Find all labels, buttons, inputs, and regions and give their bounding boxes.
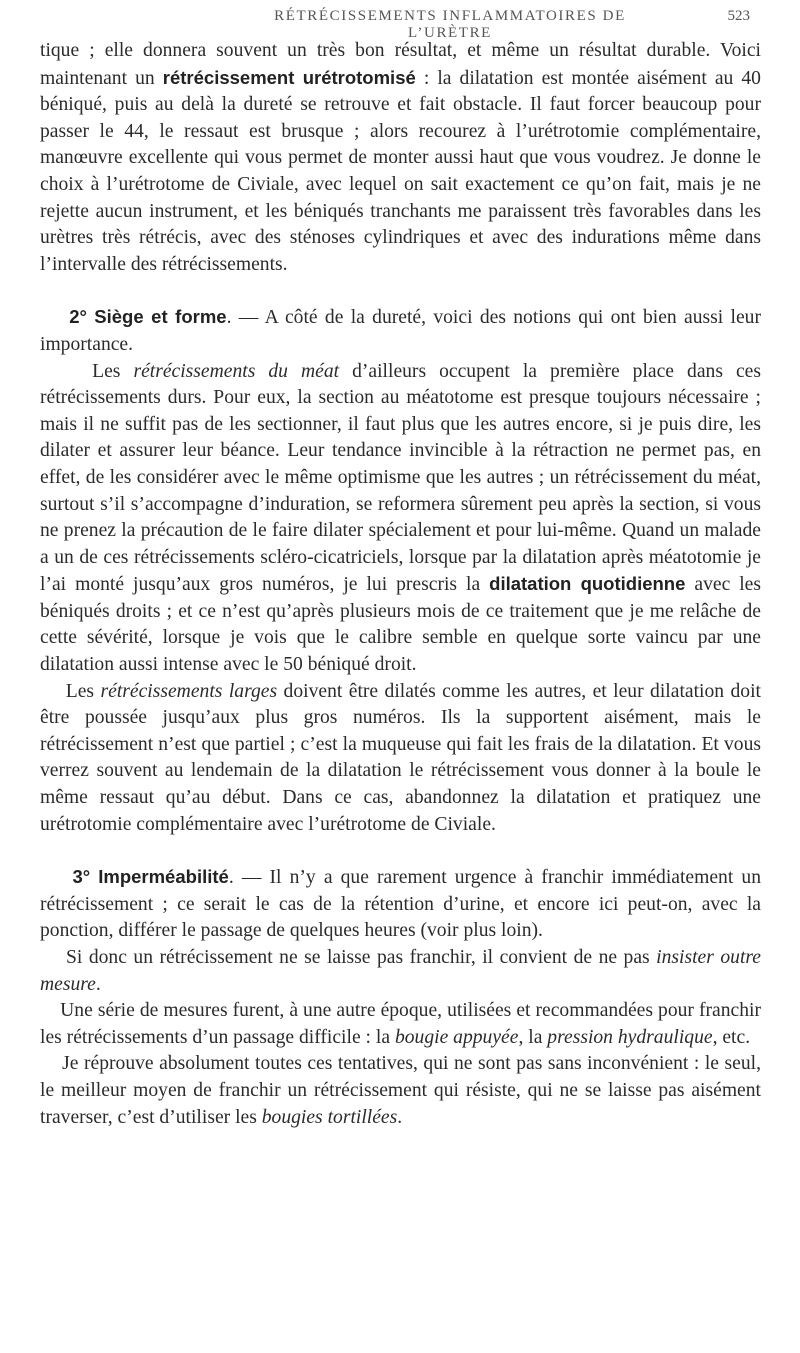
italic-term: pression hydraulique [547, 1026, 713, 1048]
running-title: RÉTRÉCISSEMENTS INFLAMMATOIRES DE L’URÈTRE [274, 8, 626, 41]
section-number: 3° [72, 866, 91, 888]
paragraph-8: Je réprouve absolument toutes ces tentatives, qui ne sont pas sans inconvénient : le seul, le meilleur moyen de franchir un rétrécissement qui résiste, qui ne se laisse pas aisément traverser, c’est d’utiliser les bougies tortillées. [40, 1053, 761, 1128]
italic-term: bougies tortillées [261, 1106, 398, 1128]
italic-term: rétrécissements du méat [133, 360, 340, 382]
paragraph-7: Une série de mesures furent, à une autre époque, utilisées et recommandées pour franchir les rétrécissements d’un passage difficile : la bougie appuyée, la pression hydraulique, etc. [40, 1000, 761, 1048]
section-heading-3: 3° Imperméabilité. — Il n’y a que rarement urgence à franchir immédiatement un rétrécissement ; ce serait le cas de la rétention d’urine, et encore ici peut-on, avec la ponction, différer le passage de quelques heures (voir plus loin). [40, 866, 761, 942]
paragraph-4: Les rétrécissements larges doivent être dilatés comme les autres, et leur dilatation doit être poussée jusqu’aux plus gros numéros. Ils la supportent aisément, mais le rétrécissement n’est que partiel ; c’est la muqueuse qui fait les frais de la dilatation. Et vous verrez souvent au lendemain de la dilatation le rétrécissement vous donner à la boule le même ressaut qu’au début. Dans ce cas, abandonnez la dilatation et pratiquez une urétrotomie complémentaire avec l’urétrotome de Civiale. [40, 680, 761, 835]
italic-term: bougie appuyée [394, 1026, 519, 1048]
paragraph-6: Si donc un rétrécissement ne se laisse pas franchir, il convient de ne pas insister outre mesure. [40, 947, 762, 995]
bold-term: dilatation quotidienne [489, 573, 686, 595]
body-text [40, 38, 761, 1131]
paragraph-1: tique ; elle donnera souvent un très bon résultat, et même un résultat durable. Voici maintenant un rétrécissement urétrotomisé : la dilatation est montée aisément au 40 béniqué, puis au delà la dureté se retrouve et fait obstacle. Il faut forcer beaucoup pour passer le 44, le ressaut est brusque ; alors recourez à l’urétrotomie complémentaire, manœuvre excellente qui vous permet de monter aussi haut que vous voudrez. Je donne le choix à l’urétrotome de Civiale, avec lequel on sait exactement ce qu’on fait, mais je ne rejette aucun instrument, et les béniqués tranchants me paraissent très favorables dans les urètres très rétrécis, avec des sténoses cylindriques et avec des indurations même dans l’intervalle des rétrécissements. [40, 40, 761, 275]
bold-term: rétrécissement urétrotomisé [162, 66, 416, 88]
italic-term: rétrécissements larges [100, 680, 278, 702]
paragraph-3: Les rétrécissements du méat d’ailleurs occupent la première place dans ces rétrécissements durs. Pour eux, la section au méatotome est presque toujours nécessaire ; mais il ne suffit pas de les sectionner, il faut plus que les autres encore, si je puis dire, les dilater et assurer leur béance. Leur tendance invincible à la rétraction ne permet pas, en effet, de les considérer avec le même optimisme que les autres ; un rétrécissement du méat, surtout s’il s’accompagne d’induration, se reformera sûrement peu après la section, si vous ne prenez la précaution de le faire dilater spécialement et pour lui-même. Quand un malade a un de ces rétrécissements scléro-cicatriciels, lorsque par la dilatation après méatotomie je l’ai monté jusqu’aux gros numéros, je lui prescris la dilatation quotidienne avec les béniqués droits ; et ce n’est qu’après plusieurs mois de ce traitement que je me relâche de cette sévérité, lorsque je vois que le calibre semble en quelque sorte vaincu par une dilatation aussi intense avec le 50 béniqué droit. [40, 360, 762, 676]
section-number: 2° [69, 306, 87, 328]
section-heading-2: 2° Siège et forme. — A côté de la dureté, voici des notions qui ont bien aussi leur importance. [40, 306, 761, 355]
section-title: Imperméabilité [98, 866, 229, 888]
italic-term: insister outre mesure [40, 947, 762, 995]
section-title: Siège et forme [94, 306, 227, 328]
page-number: 523 [727, 8, 750, 24]
